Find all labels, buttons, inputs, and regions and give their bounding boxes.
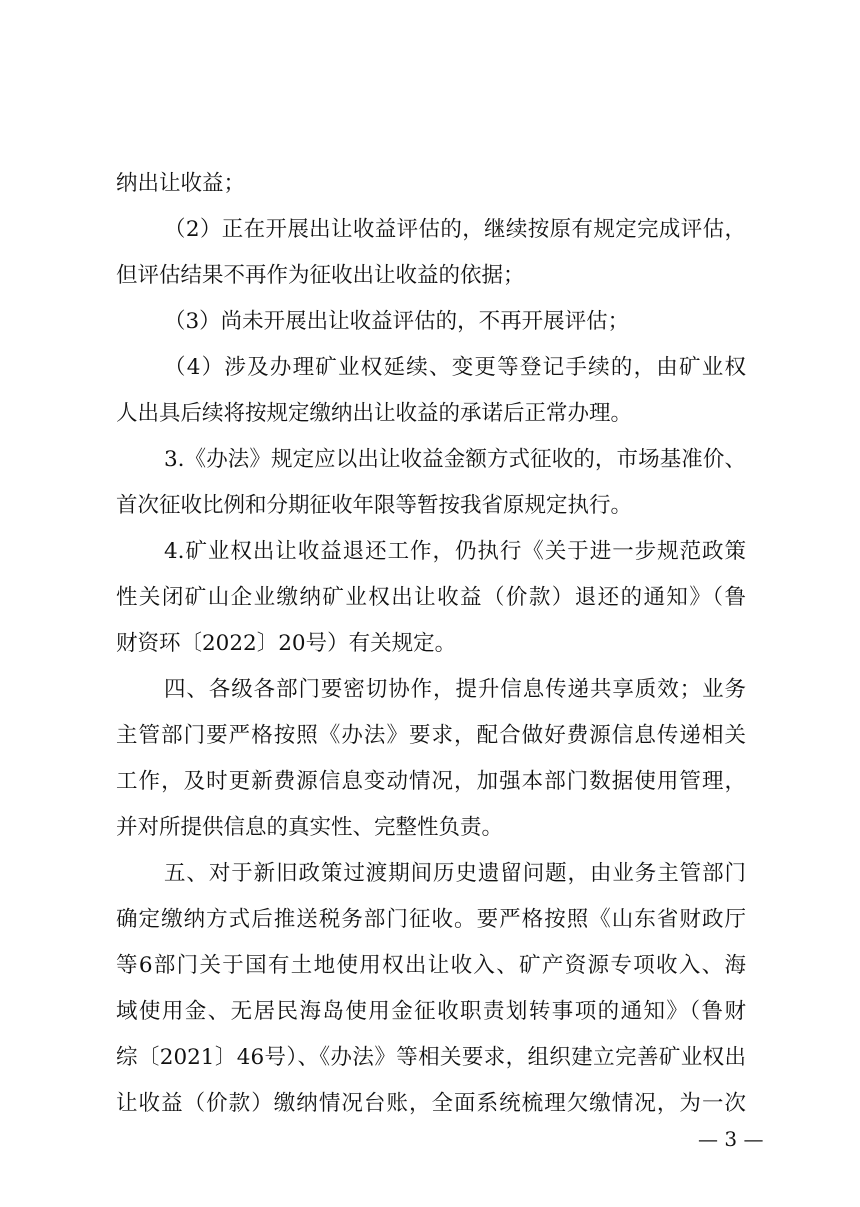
text-line: 主管部门要严格按照《办法》要求，配合做好费源信息传递相关 (116, 723, 746, 748)
text-line: 域使用金、无居民海岛使用金征收职责划转事项的通知》（鲁财 (116, 999, 746, 1024)
text-line: 3.《办法》规定应以出让收益金额方式征收的，市场基准价、 (164, 447, 746, 472)
text-line: 等6部门关于国有土地使用权出让收入、矿产资源专项收入、海 (116, 953, 746, 978)
text-line: 纳出让收益； (116, 171, 246, 196)
text-line: 综〔2021〕46号）、《办法》等相关要求，组织建立完善矿业权出 (116, 1045, 746, 1070)
text-line: （2）正在开展出让收益评估的，继续按原有规定完成评估， (164, 217, 746, 242)
text-line: 确定缴纳方式后推送税务部门征收。要严格按照《山东省财政厅 (116, 907, 746, 932)
text-line: 首次征收比例和分期征收年限等暂按我省原规定执行。 (116, 493, 633, 518)
text-line: 五、对于新旧政策过渡期间历史遗留问题，由业务主管部门 (164, 861, 746, 886)
text-line: 并对所提供信息的真实性、完整性负责。 (116, 815, 504, 840)
text-line: 四、各级各部门要密切协作，提升信息传递共享质效；业务 (164, 677, 746, 702)
text-line: 但评估结果不再作为征收出让收益的依据； (116, 263, 525, 288)
page-number: — 3 — (698, 1127, 764, 1151)
text-line: （4）涉及办理矿业权延续、变更等登记手续的，由矿业权 (164, 355, 746, 380)
text-line: 工作，及时更新费源信息变动情况，加强本部门数据使用管理， (116, 769, 746, 794)
text-line: 让收益（价款）缴纳情况台账，全面系统梳理欠缴情况，为一次 (116, 1091, 746, 1116)
text-line: 4.矿业权出让收益退还工作，仍执行《关于进一步规范政策 (164, 539, 746, 564)
text-line: 人出具后续将按规定缴纳出让收益的承诺后正常办理。 (116, 401, 633, 426)
text-line: 财资环〔2022〕20号）有关规定。 (116, 631, 457, 656)
text-line: 性关闭矿山企业缴纳矿业权出让收益（价款）退还的通知》（鲁 (116, 585, 746, 610)
text-line: （3）尚未开展出让收益评估的，不再开展评估； (164, 309, 630, 334)
